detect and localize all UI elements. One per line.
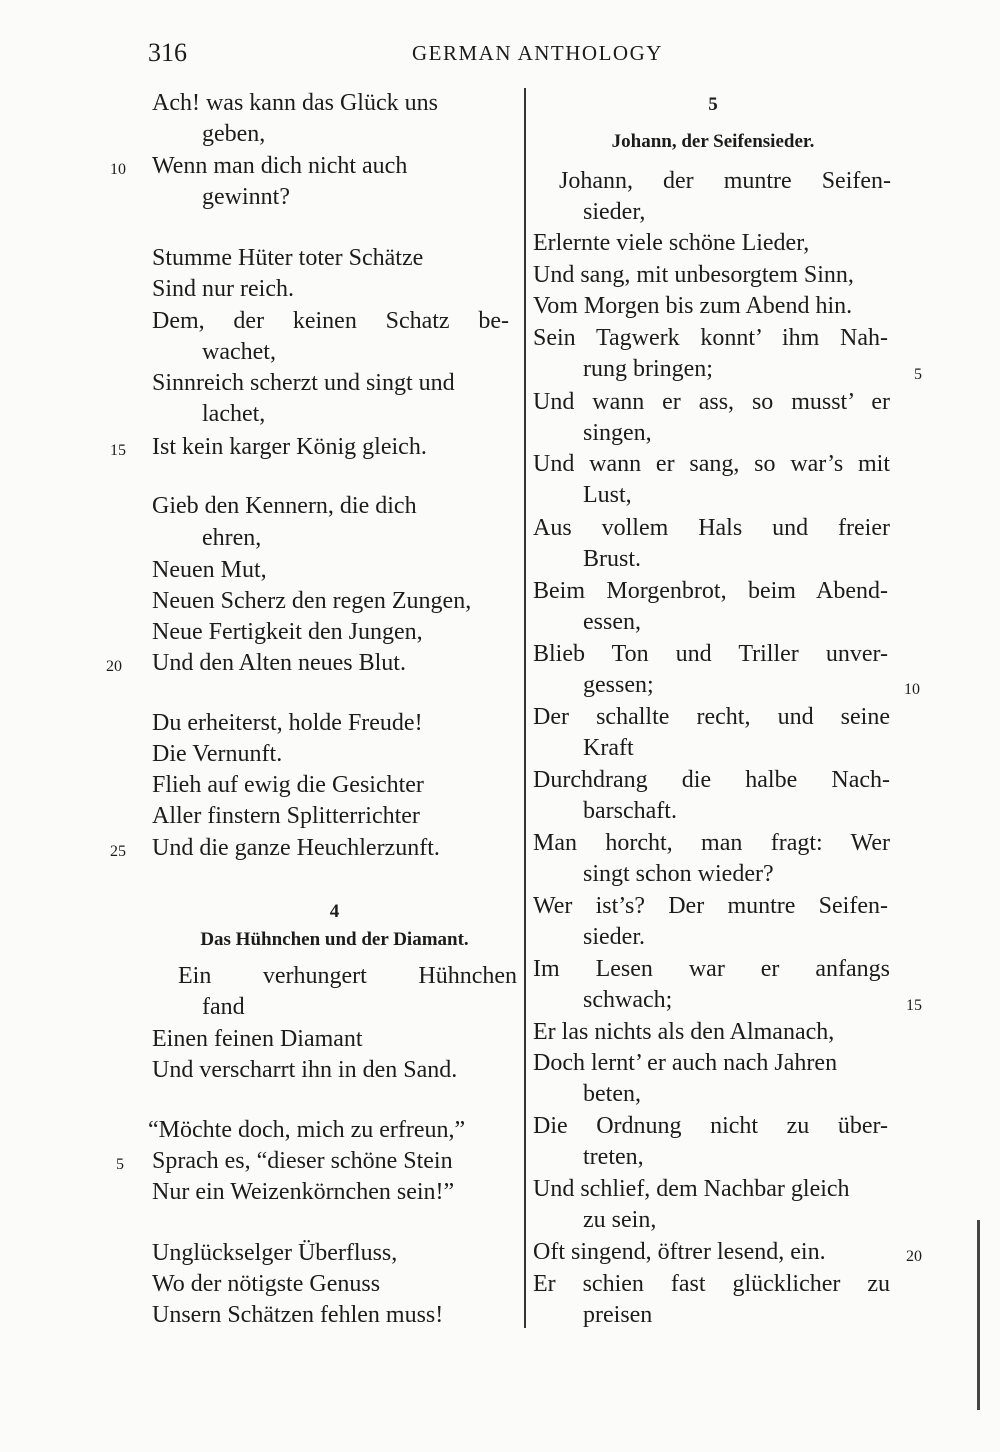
poem-line: beten,	[583, 1081, 641, 1107]
poem-line: Aus vollem Hals und freier	[533, 515, 890, 541]
poem-line: Flieh auf ewig die Gesichter	[152, 772, 424, 798]
poem-line: Stumme Hüter toter Schätze	[152, 245, 424, 271]
poem-line: sieder,	[583, 199, 646, 225]
poem-line: Und sang, mit unbesorgtem Sinn,	[533, 262, 854, 288]
column-divider	[524, 88, 526, 1328]
poem-line: Nur ein Weizenkörnchen sein!”	[152, 1179, 455, 1205]
poem-title: Johann, der Seifensieder.	[611, 131, 815, 152]
poem-line: gessen;	[583, 672, 654, 698]
poem-line: Aller finstern Splitterrichter	[152, 803, 420, 829]
poem-line: sieder.	[583, 924, 645, 950]
poem-line: Und die ganze Heuchlerzunft.	[152, 835, 440, 861]
poem-line: zu sein,	[583, 1207, 657, 1233]
poem-line: Ein verhungert Hühnchen	[178, 963, 517, 989]
poem-line: lachet,	[202, 401, 266, 427]
poem-line: wachet,	[202, 339, 276, 365]
poem-line: treten,	[583, 1144, 644, 1170]
line-number: 10	[904, 681, 920, 698]
poem-line: Der schallte recht, und seine	[533, 704, 890, 730]
line-number: 20	[906, 1248, 922, 1265]
poem-line: Wer ist’s? Der muntre Seifen-	[533, 893, 888, 919]
poem-line: Unsern Schätzen fehlen muss!	[152, 1302, 444, 1328]
poem-line: Und wann er sang, so war’s mit	[533, 451, 890, 477]
poem-line: barschaft.	[583, 798, 677, 824]
poem-line: Im Lesen war er anfangs	[533, 956, 890, 982]
line-number: 5	[116, 1156, 124, 1173]
poem-line: Er las nichts als den Almanach,	[533, 1019, 835, 1045]
poem-line: Er schien fast glücklicher zu	[533, 1271, 890, 1297]
poem-line: preisen	[583, 1302, 653, 1328]
poem-line: Unglückselger Überfluss,	[152, 1240, 398, 1266]
poem-line: Und den Alten neues Blut.	[152, 650, 406, 676]
line-number: 15	[906, 997, 922, 1014]
poem-line: Oft singend, öftrer lesend, ein.	[533, 1239, 826, 1265]
poem-line: Beim Morgenbrot, beim Abend-	[533, 578, 888, 604]
poem-line: rung bringen;	[583, 356, 713, 382]
poem-line: ehren,	[202, 525, 262, 551]
edge-mark	[977, 1220, 980, 1410]
line-number: 15	[110, 442, 126, 459]
poem-line: essen,	[583, 609, 641, 635]
poem-number: 4	[329, 901, 340, 922]
poem-line: Neuen Mut,	[152, 557, 267, 583]
poem-line: Und wann er ass, so musst’ er	[533, 389, 890, 415]
poem-line: Durchdrang die halbe Nach-	[533, 767, 890, 793]
page-number: 316	[148, 38, 187, 67]
poem-line: Erlernte viele schöne Lieder,	[533, 230, 810, 256]
poem-line: Lust,	[583, 482, 632, 508]
poem-number: 5	[708, 94, 718, 115]
poem-line: Sein Tagwerk konnt’ ihm Nah-	[533, 325, 888, 351]
poem-line: Und verscharrt ihn in den Sand.	[152, 1057, 458, 1083]
poem-line: Die Vernunft.	[152, 741, 283, 767]
poem-line: schwach;	[583, 987, 673, 1013]
poem-line: Dem, der keinen Schatz be-	[152, 308, 509, 334]
poem-line: singen,	[583, 420, 652, 446]
poem-title: Das Hühnchen und der Diamant.	[200, 929, 469, 950]
poem-line: geben,	[202, 121, 266, 147]
poem-line: Kraft	[583, 735, 634, 761]
poem-line: Einen feinen Diamant	[152, 1026, 363, 1052]
poem-line: Man horcht, man fragt: Wer	[533, 830, 890, 856]
poem-line: Ist kein karger König gleich.	[152, 434, 427, 460]
poem-line: Sinnreich scherzt und singt und	[152, 370, 455, 396]
line-number: 5	[914, 366, 922, 383]
poem-line: singt schon wieder?	[583, 861, 774, 887]
running-head: GERMAN ANTHOLOGY	[412, 41, 663, 65]
poem-line: Johann, der muntre Seifen-	[559, 168, 891, 194]
poem-line: Vom Morgen bis zum Abend hin.	[533, 293, 853, 319]
poem-line: Doch lernt’ er auch nach Jahren	[533, 1050, 838, 1076]
poem-line: Neue Fertigkeit den Jungen,	[152, 619, 423, 645]
poem-line: Wenn man dich nicht auch	[152, 153, 408, 179]
poem-line: Gieb den Kennern, die dich	[152, 493, 417, 519]
poem-line: Die Ordnung nicht zu über-	[533, 1113, 888, 1139]
poem-line: fand	[202, 994, 245, 1020]
poem-line: Ach! was kann das Glück uns	[152, 90, 438, 116]
poem-line: Sprach es, “dieser schöne Stein	[152, 1148, 453, 1174]
poem-line: “Möchte doch, mich zu erfreun,”	[148, 1117, 466, 1143]
line-number: 25	[110, 843, 126, 860]
line-number: 20	[106, 658, 122, 675]
poem-line: Du erheiterst, holde Freude!	[152, 710, 423, 736]
poem-line: Sind nur reich.	[152, 276, 294, 302]
poem-line: Neuen Scherz den regen Zungen,	[152, 588, 472, 614]
poem-line: gewinnt?	[202, 184, 290, 210]
poem-line: Blieb Ton und Triller unver-	[533, 641, 888, 667]
poem-line: Brust.	[583, 546, 642, 572]
poem-line: Wo der nötigste Genuss	[152, 1271, 381, 1297]
line-number: 10	[110, 161, 126, 178]
poem-line: Und schlief, dem Nachbar gleich	[533, 1176, 850, 1202]
